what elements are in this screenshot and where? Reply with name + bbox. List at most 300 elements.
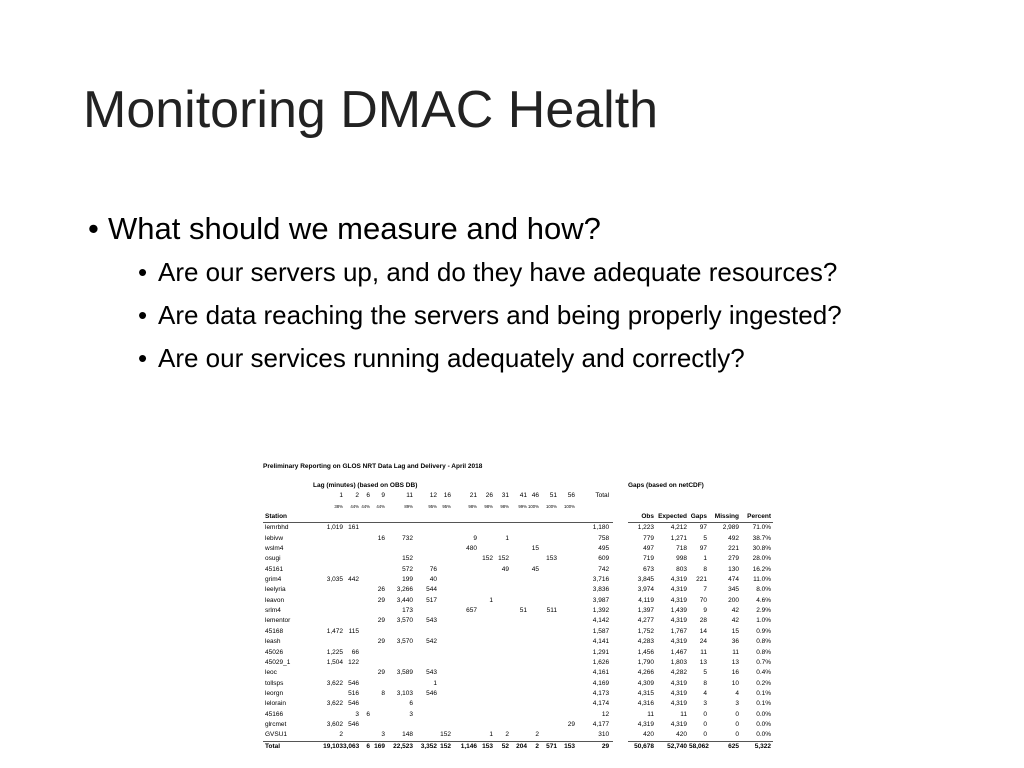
lag-cell xyxy=(493,585,509,595)
lag-cell xyxy=(359,658,370,668)
lag-cell xyxy=(385,523,413,534)
gaps-percent-cell: 0.4% xyxy=(756,669,772,677)
lag-cell: 546 xyxy=(348,700,359,708)
lag-cell xyxy=(539,534,557,544)
station-cell: lelorain xyxy=(265,700,286,708)
gaps-percent-cell: 38.7% xyxy=(752,534,772,542)
lag-cell xyxy=(359,648,370,658)
table-row xyxy=(263,554,613,564)
gaps-percent-cell: 0.0% xyxy=(756,710,772,718)
lag-cell xyxy=(343,544,359,554)
lag-cell: 3,622 xyxy=(326,700,343,708)
gaps-gaps-cell: 8 xyxy=(703,679,707,687)
gaps-missing-cell: 15 xyxy=(731,627,739,635)
sub-bullet-servers xyxy=(138,254,858,290)
lag-cell xyxy=(413,730,437,741)
lag-cell: 3 xyxy=(409,710,413,718)
gaps-expected-cell: 4,319 xyxy=(670,617,687,625)
gaps-column-header: Gaps xyxy=(689,512,709,523)
gaps-expected-cell: 803 xyxy=(676,565,687,573)
lag-cell xyxy=(527,627,539,637)
lag-cell xyxy=(343,554,359,564)
lag-minute-header: 26 xyxy=(485,492,493,500)
spacer-cell xyxy=(359,512,370,523)
gaps-obs-cell: 4,283 xyxy=(637,638,654,646)
lag-cell xyxy=(539,523,557,534)
lag-cell xyxy=(509,585,527,595)
table-row xyxy=(263,575,613,585)
lag-cell xyxy=(343,565,359,575)
station-header: Station xyxy=(263,512,313,523)
gaps-percent-cell: 0.7% xyxy=(756,658,772,666)
total-cell: 4,174 xyxy=(592,700,610,708)
lag-cell xyxy=(359,565,370,575)
total-cell: 12 xyxy=(601,710,610,718)
lag-cell: 26 xyxy=(377,586,385,594)
gaps-gaps-cell: 9 xyxy=(703,607,707,615)
lag-cell: 152 xyxy=(482,555,493,563)
bullet-main xyxy=(88,208,988,250)
lag-cell xyxy=(477,534,493,544)
lag-cell: 3,440 xyxy=(396,596,413,604)
gaps-percent-cell: 11.0% xyxy=(753,576,772,584)
lag-cell xyxy=(359,679,370,689)
lag-cell: 199 xyxy=(402,576,413,584)
gaps-expected-cell: 4,319 xyxy=(670,586,687,594)
lag-percent-cell: 100% xyxy=(564,503,575,509)
lag-cell xyxy=(413,648,437,658)
lag-cell xyxy=(413,523,437,534)
totals-missing-cell: 625 xyxy=(709,741,741,752)
lag-cell: 1 xyxy=(489,731,493,739)
lag-cell xyxy=(493,627,509,637)
lag-cell xyxy=(509,554,527,564)
lag-cell xyxy=(493,596,509,606)
lag-cell: 29 xyxy=(377,638,385,646)
lag-cell xyxy=(509,710,527,720)
lag-total-cell: 3,063 xyxy=(343,741,359,752)
lag-cell xyxy=(437,596,451,606)
lag-cell xyxy=(509,565,527,575)
spacer-cell xyxy=(539,512,557,523)
station-cell: 45168 xyxy=(265,627,284,635)
lag-percent-cell: 98% xyxy=(500,503,509,509)
lag-cell xyxy=(370,627,385,637)
lag-total-cell: 204 xyxy=(509,741,527,752)
gaps-missing-cell: 42 xyxy=(731,617,739,625)
gaps-missing-cell: 3 xyxy=(735,700,739,708)
spacer-row xyxy=(628,502,773,512)
spacer-cell xyxy=(451,512,477,523)
lag-cell xyxy=(509,689,527,699)
lag-cell: 732 xyxy=(402,534,413,542)
gaps-obs-cell: 779 xyxy=(643,534,654,542)
spacer-cell xyxy=(557,512,575,523)
gaps-table xyxy=(628,481,773,752)
lag-cell xyxy=(359,730,370,741)
lag-cell xyxy=(557,523,575,534)
lag-cell xyxy=(451,720,477,730)
lag-minute-header: 1 xyxy=(339,492,343,500)
lag-cell xyxy=(527,648,539,658)
table-row xyxy=(263,585,613,595)
table-row xyxy=(628,710,773,720)
gaps-obs-cell: 4,266 xyxy=(637,669,654,677)
gaps-gaps-cell: 70 xyxy=(699,596,707,604)
lag-cell: 572 xyxy=(402,565,413,573)
lag-total-cell: 1,146 xyxy=(451,741,477,752)
lag-cell: 1,019 xyxy=(326,524,343,532)
lag-cell: 3,570 xyxy=(396,617,413,625)
lag-cell: 546 xyxy=(348,679,359,687)
gaps-missing-cell: 11 xyxy=(732,648,739,656)
lag-cell xyxy=(359,544,370,554)
lag-cell xyxy=(437,575,451,585)
lag-cell xyxy=(509,575,527,585)
lag-cell xyxy=(477,523,493,534)
lag-cell xyxy=(509,627,527,637)
lag-percent-cell: 44% xyxy=(361,503,370,509)
lag-cell: 15 xyxy=(531,545,539,553)
table-row xyxy=(628,648,773,658)
table-row xyxy=(628,699,773,709)
lag-cell xyxy=(437,534,451,544)
lag-percent-cell: 98% xyxy=(468,503,477,509)
total-cell: 3,716 xyxy=(592,576,610,584)
table-row xyxy=(263,730,613,741)
gaps-missing-cell: 474 xyxy=(728,576,739,584)
lag-cell xyxy=(451,523,477,534)
lag-cell xyxy=(313,668,343,678)
lag-cell xyxy=(539,627,557,637)
lag-minute-header: 2 xyxy=(355,492,359,500)
lag-cell: 29 xyxy=(377,617,385,625)
gaps-expected-cell: 1,271 xyxy=(670,534,687,542)
gaps-obs-cell: 4,315 xyxy=(637,689,654,697)
lag-minute-header: 41 xyxy=(519,492,527,500)
gaps-missing-cell: 36 xyxy=(731,638,739,646)
station-cell: lebivw xyxy=(265,534,284,542)
lag-cell: 161 xyxy=(348,524,359,532)
lag-group-label: Lag (minutes) (based on OBS DB) xyxy=(313,482,418,489)
table-row xyxy=(628,596,773,606)
lag-cell: 3,589 xyxy=(396,669,413,677)
lag-cell xyxy=(359,523,370,534)
lag-cell xyxy=(509,730,527,741)
spacer-cell xyxy=(263,491,313,501)
totals-percent-cell: 5,322 xyxy=(741,741,773,752)
lag-cell xyxy=(451,699,477,709)
spacer-cell xyxy=(263,502,313,512)
lag-cell xyxy=(451,554,477,564)
lag-cell xyxy=(509,699,527,709)
gaps-expected-cell: 4,319 xyxy=(670,679,687,687)
lag-cell xyxy=(359,575,370,585)
lag-cell xyxy=(413,534,437,544)
lag-percent-cell: 100% xyxy=(528,503,539,509)
lag-cell: 542 xyxy=(426,638,437,646)
total-cell: 4,161 xyxy=(592,669,610,677)
gaps-missing-cell: 0 xyxy=(735,720,739,728)
lag-cell xyxy=(539,616,557,626)
lag-cell xyxy=(313,616,343,626)
lag-percent-cell: 44% xyxy=(376,503,385,509)
lag-cell xyxy=(557,668,575,678)
lag-cell: 546 xyxy=(426,689,437,697)
lag-cell: 153 xyxy=(546,555,557,563)
table-row xyxy=(263,679,613,689)
lag-cell xyxy=(313,637,343,647)
lag-cell xyxy=(539,699,557,709)
lag-cell xyxy=(385,544,413,554)
gaps-percent-cell: 0.1% xyxy=(756,689,772,697)
table-row xyxy=(628,585,773,595)
lag-cell xyxy=(413,544,437,554)
gaps-gaps-cell: 8 xyxy=(703,565,707,573)
spacer-cell xyxy=(437,512,451,523)
lag-cell xyxy=(557,544,575,554)
total-cell: 4,173 xyxy=(592,689,610,697)
lag-cell xyxy=(370,575,385,585)
gaps-group-label: Gaps (based on netCDF) xyxy=(628,482,704,489)
lag-total-cell: 52 xyxy=(493,741,509,752)
lag-cell xyxy=(343,730,359,741)
lag-cell: 152 xyxy=(498,555,509,563)
lag-cell xyxy=(493,679,509,689)
gaps-gaps-cell: 24 xyxy=(699,638,707,646)
gaps-missing-cell: 0 xyxy=(735,710,739,718)
lag-cell: 3,035 xyxy=(326,576,343,584)
lag-cell: 3 xyxy=(355,710,359,718)
station-cell: leelyria xyxy=(265,586,286,594)
lag-cell xyxy=(437,658,451,668)
gaps-expected-cell: 4,319 xyxy=(670,576,687,584)
total-cell: 742 xyxy=(598,565,610,573)
gaps-expected-cell: 420 xyxy=(676,731,687,739)
spacer-cell xyxy=(509,512,527,523)
lag-cell xyxy=(359,627,370,637)
lag-cell: 546 xyxy=(348,720,359,728)
lag-cell xyxy=(477,585,493,595)
minutes-row xyxy=(263,491,613,501)
lag-cell xyxy=(451,668,477,678)
lag-cell: 1,504 xyxy=(326,658,343,666)
table-row xyxy=(263,668,613,678)
lag-cell xyxy=(385,720,413,730)
lag-cell xyxy=(557,689,575,699)
gaps-obs-cell: 4,119 xyxy=(638,596,654,604)
gaps-column-header: Percent xyxy=(741,512,773,523)
lag-cell xyxy=(509,720,527,730)
table-row xyxy=(263,596,613,606)
lag-cell xyxy=(493,720,509,730)
lag-cell xyxy=(509,637,527,647)
lag-cell xyxy=(539,585,557,595)
gaps-expected-cell: 1,467 xyxy=(670,648,687,656)
lag-total-cell: 22,523 xyxy=(385,741,413,752)
lag-cell xyxy=(509,648,527,658)
station-cell: 45026 xyxy=(265,648,284,656)
lag-cell xyxy=(370,565,385,575)
gaps-missing-cell: 279 xyxy=(728,555,739,563)
lag-cell xyxy=(509,596,527,606)
bullet-dot-icon: • xyxy=(138,343,148,373)
lag-cell xyxy=(477,679,493,689)
table-row xyxy=(628,575,773,585)
lag-percent-cell: 95% xyxy=(428,503,437,509)
lag-cell xyxy=(539,565,557,575)
lag-cell xyxy=(493,544,509,554)
sub-bullet-services xyxy=(138,340,898,376)
gaps-expected-cell: 718 xyxy=(676,545,687,553)
lag-total-cell: 2 xyxy=(527,741,539,752)
gaps-missing-cell: 10 xyxy=(731,679,739,687)
spacer-cell xyxy=(628,502,656,512)
lag-cell xyxy=(527,679,539,689)
lag-percent-cell: 38% xyxy=(334,503,343,509)
gaps-expected-cell: 4,282 xyxy=(670,669,687,677)
gaps-missing-cell: 221 xyxy=(728,545,739,553)
gaps-expected-cell: 4,319 xyxy=(670,596,687,604)
table-row xyxy=(628,637,773,647)
lag-cell xyxy=(477,606,493,616)
sub-bullet-data xyxy=(138,297,898,333)
lag-total-cell: 3,352 xyxy=(413,741,437,752)
lag-cell: 152 xyxy=(402,555,413,563)
table-row xyxy=(263,544,613,554)
gaps-obs-cell: 420 xyxy=(643,731,654,739)
lag-cell xyxy=(493,637,509,647)
lag-cell: 122 xyxy=(348,658,359,666)
lag-cell xyxy=(557,616,575,626)
lag-cell xyxy=(527,575,539,585)
gaps-obs-cell: 719 xyxy=(643,555,654,563)
totals-label: Total xyxy=(263,741,313,752)
lag-cell xyxy=(313,585,343,595)
lag-cell xyxy=(370,720,385,730)
lag-cell xyxy=(437,689,451,699)
lag-cell xyxy=(359,689,370,699)
lag-cell: 66 xyxy=(351,648,359,656)
gaps-obs-cell: 497 xyxy=(643,545,654,553)
bullet-dot-icon: • xyxy=(138,300,148,330)
totals-obs-cell: 50,678 xyxy=(628,741,656,752)
bullet-list xyxy=(88,208,988,383)
station-header-row xyxy=(263,512,613,523)
group-header-row xyxy=(263,481,613,491)
lag-cell xyxy=(527,699,539,709)
total-cell: 1,587 xyxy=(592,627,610,635)
lag-cell: 8 xyxy=(381,689,385,697)
lag-cell xyxy=(539,668,557,678)
lag-cell xyxy=(477,575,493,585)
lag-cell xyxy=(451,710,477,720)
table-row xyxy=(628,616,773,626)
lag-cell: 2 xyxy=(339,731,343,739)
gaps-percent-cell: 0.0% xyxy=(756,720,772,728)
gaps-percent-cell: 0.9% xyxy=(756,627,772,635)
table-row xyxy=(263,648,613,658)
lag-cell xyxy=(493,689,509,699)
station-cell: wslm4 xyxy=(265,545,284,553)
lag-cell xyxy=(313,534,343,544)
sub-bullet-text: Are our servers up, and do they have adequate resources? xyxy=(158,257,838,287)
lag-cell: 480 xyxy=(466,545,477,553)
lag-cell xyxy=(385,648,413,658)
lag-cell: 511 xyxy=(546,607,557,615)
table-row xyxy=(263,565,613,575)
lag-cell xyxy=(413,658,437,668)
table-row xyxy=(263,616,613,626)
lag-cell: 2 xyxy=(505,731,509,739)
lag-cell xyxy=(451,596,477,606)
gaps-percent-cell: 0.2% xyxy=(756,679,772,687)
total-cell: 1,180 xyxy=(592,524,610,532)
table-row xyxy=(628,523,773,534)
table-row xyxy=(628,627,773,637)
gaps-gaps-cell: 3 xyxy=(703,700,707,708)
lag-cell xyxy=(557,554,575,564)
lag-cell: 543 xyxy=(426,617,437,625)
station-cell: leavon xyxy=(265,596,285,604)
lag-cell xyxy=(557,585,575,595)
lag-cell xyxy=(385,658,413,668)
lag-cell xyxy=(437,699,451,709)
lag-cell xyxy=(493,710,509,720)
gaps-gaps-cell: 1 xyxy=(703,555,707,563)
table-row xyxy=(628,565,773,575)
spacer-cell xyxy=(313,512,343,523)
lag-cell xyxy=(527,596,539,606)
gaps-obs-cell: 1,790 xyxy=(637,658,654,666)
station-cell: lemrbhd xyxy=(265,524,289,532)
gaps-missing-cell: 0 xyxy=(735,731,739,739)
table-row xyxy=(263,637,613,647)
lag-cell xyxy=(359,668,370,678)
lag-cell xyxy=(359,720,370,730)
lag-cell xyxy=(539,710,557,720)
lag-cell xyxy=(527,534,539,544)
gaps-column-header: Expected xyxy=(656,512,689,523)
lag-cell xyxy=(343,668,359,678)
lag-cell xyxy=(437,679,451,689)
gaps-missing-cell: 16 xyxy=(731,669,739,677)
lag-cell xyxy=(527,554,539,564)
lag-cell xyxy=(539,730,557,741)
lag-cell xyxy=(370,544,385,554)
lag-minute-header: 9 xyxy=(381,492,385,500)
lag-cell xyxy=(539,658,557,668)
percent-row xyxy=(263,502,613,512)
table-row xyxy=(628,730,773,741)
lag-cell xyxy=(527,720,539,730)
gaps-gaps-cell: 11 xyxy=(700,648,707,656)
station-cell: srlm4 xyxy=(265,607,281,615)
gaps-header-row xyxy=(628,512,773,523)
bullet-main-text: What should we measure and how? xyxy=(108,211,601,246)
spacer-row xyxy=(628,491,773,501)
sub-bullet-text: Are our services running adequately and correctly? xyxy=(158,343,745,373)
lag-cell xyxy=(477,668,493,678)
gaps-gaps-cell: 7 xyxy=(703,586,707,594)
lag-cell xyxy=(557,627,575,637)
lag-cell xyxy=(313,596,343,606)
lag-cell xyxy=(437,554,451,564)
lag-percent-cell: 99% xyxy=(518,503,527,509)
lag-cell: 45 xyxy=(531,565,539,573)
lag-cell xyxy=(370,554,385,564)
gaps-percent-cell: 1.0% xyxy=(756,617,772,625)
